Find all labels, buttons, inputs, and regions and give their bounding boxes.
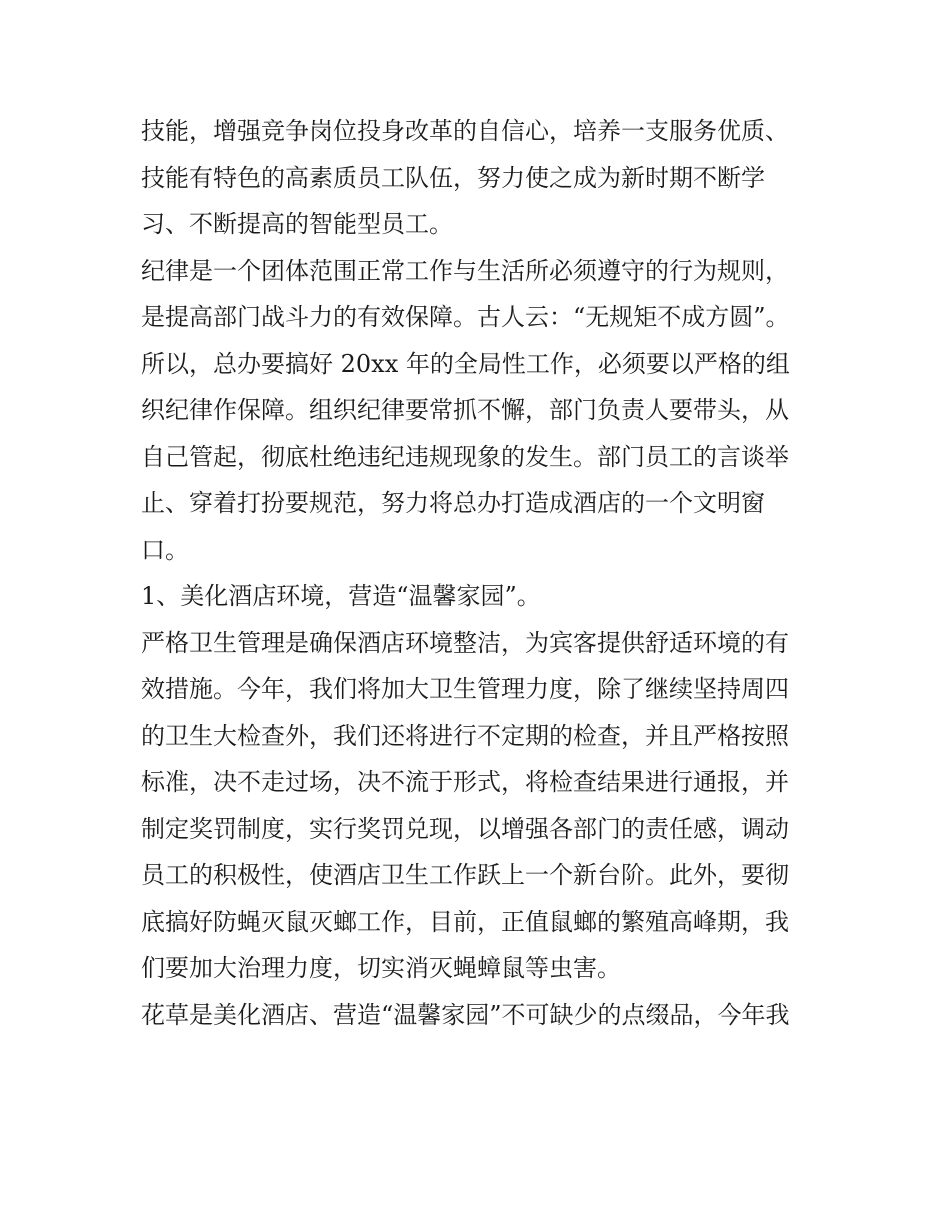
text-line: 们要加大治理力度，切实消灭蝇蟑鼠等虫害。 <box>141 954 621 982</box>
text-line: 的卫生大检查外，我们还将进行不定期的检查，并且严格按照 <box>141 721 789 750</box>
text-line: 止、穿着打扮要规范，努力将总办打造成酒店的一个文明窗 <box>141 489 765 517</box>
section-heading: 1、美化酒店环境，营造“温馨家园”。 <box>141 582 541 610</box>
text-line: 标准，决不走过场，决不流于形式，将检查结果进行通报，并 <box>141 768 789 796</box>
text-line: 纪律是一个团体范围正常工作与生活所必须遵守的行为规则， <box>141 256 789 285</box>
text-line: 口。 <box>141 535 189 564</box>
text-line: 员工的积极性，使酒店卫生工作跃上一个新台阶。此外，要彻 <box>141 861 789 889</box>
text-line: 严格卫生管理是确保酒店环境整洁，为宾客提供舒适环境的有 <box>141 628 789 657</box>
text-line: 制定奖罚制度，实行奖罚兑现，以增强各部门的责任感，调动 <box>141 814 789 843</box>
text-line: 技能，增强竞争岗位投身改革的自信心，培养一支服务优质、 <box>141 117 789 145</box>
text-line: 织纪律作保障。组织纪律要常抓不懈，部门负责人要带头，从 <box>141 396 789 424</box>
text-line: 自己管起，彻底杜绝违纪违规现象的发生。部门员工的言谈举 <box>141 442 789 471</box>
text-line: 所以，总办要搞好 20xx 年的全局性工作，必须要以严格的组 <box>141 349 790 378</box>
text-line: 技能有特色的高素质员工队伍，努力使之成为新时期不断学 <box>141 163 765 192</box>
text-line: 是提高部门战斗力的有效保障。古人云：“无规矩不成方圆”。 <box>141 303 790 331</box>
text-line: 习、不断提高的智能型员工。 <box>141 210 453 238</box>
text-line: 底搞好防蝇灭鼠灭螂工作，目前，正值鼠螂的繁殖高峰期，我 <box>141 907 789 936</box>
document-page <box>141 108 831 1038</box>
text-line: 效措施。今年，我们将加大卫生管理力度，除了继续坚持周四 <box>141 675 789 703</box>
text-line: 花草是美化酒店、营造“温馨家园”不可缺少的点缀品，今年我 <box>141 1000 790 1029</box>
